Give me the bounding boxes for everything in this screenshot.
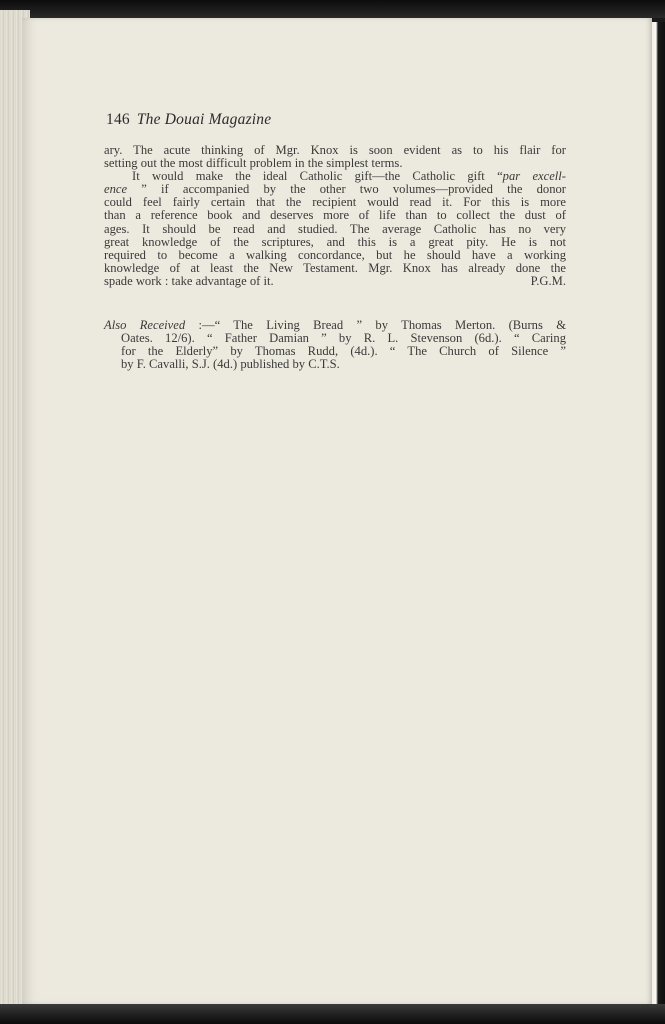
italic-phrase: par excell- (502, 169, 566, 184)
review-text (104, 144, 566, 288)
text-line: by F. Cavalli, S.J. (4d.) published by C.T.S. (121, 357, 340, 372)
text-line: could feel fairly certain that the recipient would read it. For this is more (104, 195, 566, 210)
magazine-title: The Douai Magazine (136, 111, 272, 128)
text-span: spade work : take advantage of it. (104, 273, 274, 288)
scan-top-border (0, 0, 665, 18)
text-line: ages. It should be read and studied. The average Catholic has no very (104, 221, 566, 236)
text-span: :—“ The Living Bread ” by Thomas Merton. (Burns & (185, 318, 567, 332)
text-line: than a reference book and deserves more of life than to collect the dust of (104, 208, 566, 223)
show-through-smudge (180, 838, 235, 846)
text-line (104, 275, 566, 288)
italic-phrase: ence (104, 182, 128, 197)
text-line: Oates. 12/6). “ Father Damian ” by R. L. Stevenson (6d.). “ Caring (121, 331, 566, 346)
text-line: great knowledge of the scriptures, and this is a great pity. He is not (104, 234, 566, 249)
book-right-edge (652, 22, 665, 1004)
text-line: setting out the most difficult problem in the simplest terms. (104, 156, 403, 171)
also-received-section (104, 319, 566, 371)
text-span: ” if accompanied by the other two volumes—provided the donor (127, 182, 566, 197)
scan-bottom-border (0, 1004, 665, 1024)
text-line: required to become a walking concordance, but he should have a working (104, 247, 566, 262)
text-line: for the Elderly” by Thomas Rudd, (4d.). “ The Church of Silence ” (121, 344, 566, 359)
text-span: It would make the ideal Catholic gift—the Catholic gift “ (132, 169, 503, 184)
text-line: ary. The acute thinking of Mgr. Knox is soon evident as to his flair for (104, 143, 566, 157)
also-received-label: Also Received (104, 318, 186, 332)
page-number: 146 (106, 111, 130, 128)
reviewer-signature: P.G.M. (530, 273, 566, 288)
text-line: knowledge of at least the New Testament. Mgr. Knox has already done the (104, 260, 566, 275)
running-head (106, 111, 271, 129)
